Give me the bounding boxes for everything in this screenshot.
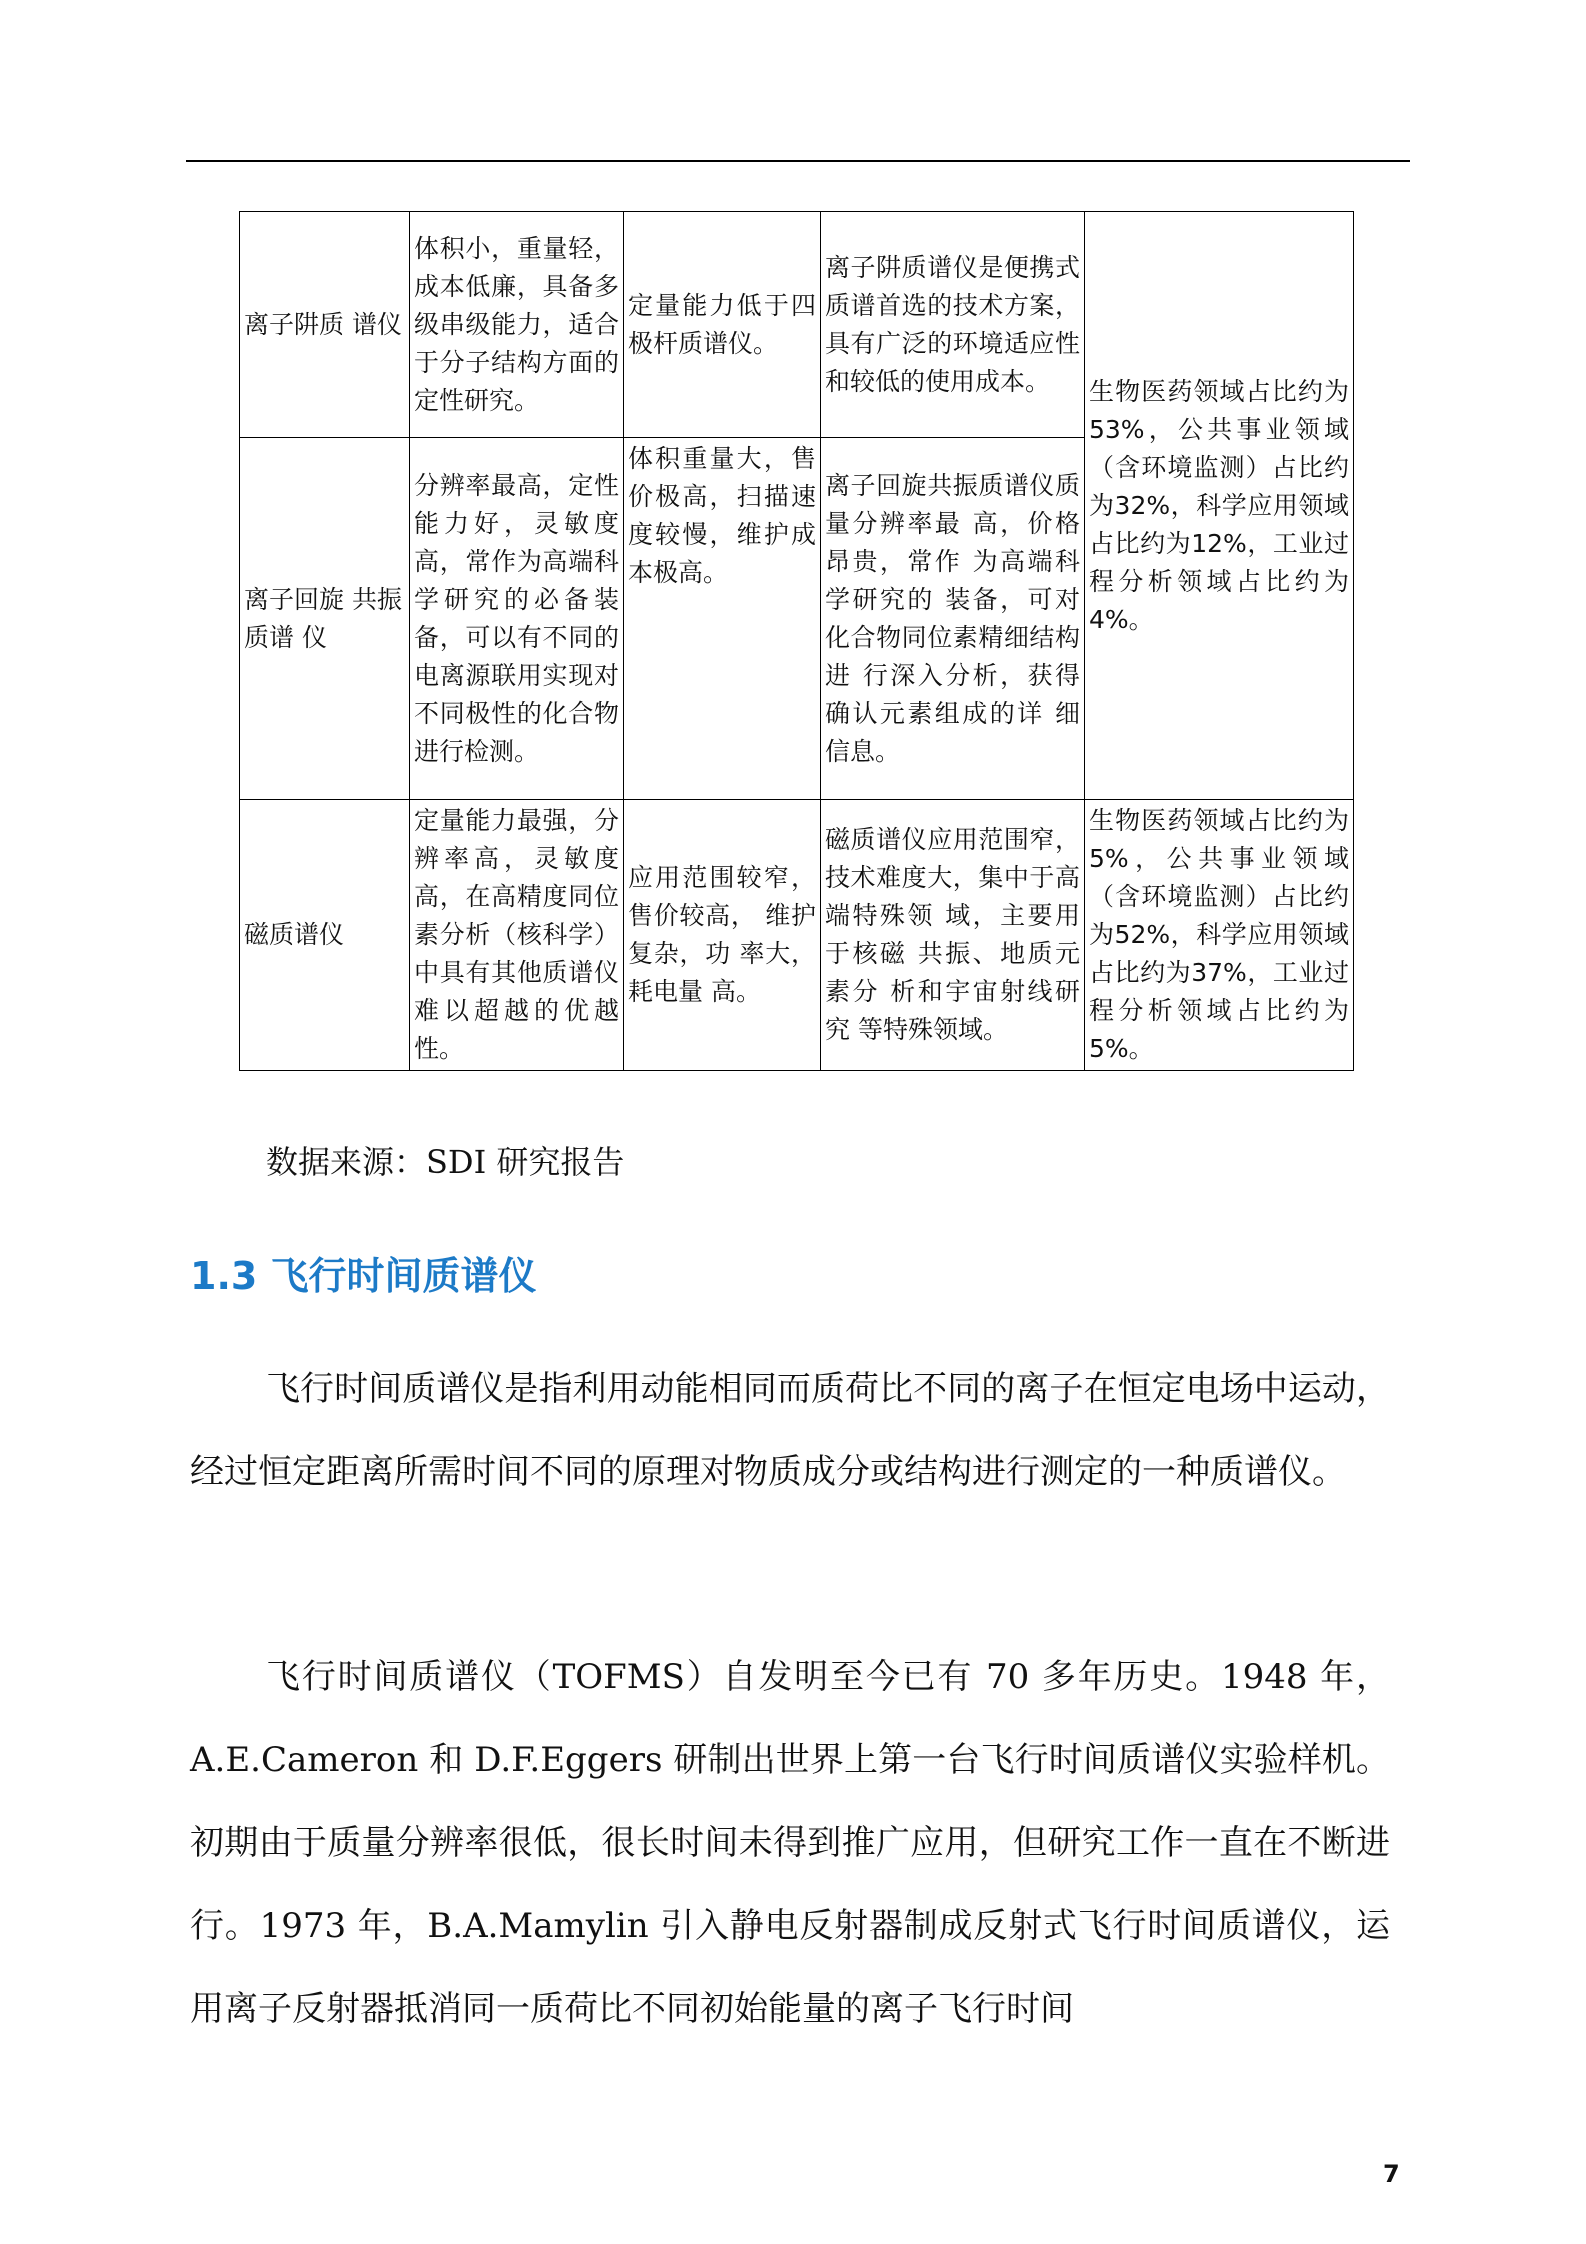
disadvantages-cell: 体积重量大，售价极高，扫描速度较慢，维护成本极高。 — [624, 438, 821, 800]
disadvantages-cell: 应用范围较窄，售价较高， 维护复杂，功 率大，耗电量 高。 — [624, 800, 821, 1071]
market-share-cell: 生物医药领域占比约为53%，公共事业领域（含环境监测）占比约为32%，科学应用领域占比约为12%，工业过程分析领域占比约为4%。 — [1085, 212, 1354, 800]
header-rule — [186, 160, 1410, 162]
table-row — [240, 800, 1354, 1071]
data-source-note: 数据来源：SDI 研究报告 — [266, 1143, 625, 1181]
table-row — [240, 212, 1354, 438]
comparison-table — [239, 211, 1354, 1071]
section-heading: 1.3 飞行时间质谱仪 — [190, 1254, 537, 1298]
advantages-cell: 体积小，重量轻，成本低廉，具备多级串级能力，适合于分子结构方面的定性研究。 — [410, 212, 624, 438]
instrument-name-cell: 磁质谱仪 — [240, 800, 410, 1071]
advantages-cell: 分辨率最高，定性能力好，灵敏度高，常作为高端科学研究的必备装备，可以有不同的电离源联用实现对不同极性的化合物进行检测。 — [410, 438, 624, 800]
body-paragraph: 飞行时间质谱仪是指利用动能相同而质荷比不同的离子在恒定电场中运动，经过恒定距离所需时间不同的原理对物质成分或结构进行测定的一种质谱仪。 — [190, 1369, 1390, 1492]
market-share-cell: 生物医药领域占比约为5%，公共事业领域（含环境监测）占比约为52%，科学应用领域占比约为37%，工业过程分析领域占比约为5%。 — [1085, 800, 1354, 1071]
application-cell: 磁质谱仪应用范围窄，技术难度大，集中于高端特殊领 域，主要用于核磁 共振、地质元素分 析和宇宙射线研究 等特殊领域。 — [821, 800, 1085, 1071]
body-paragraph: 飞行时间质谱仪（TOFMS）自发明至今已有 70 多年历史。1948 年，A.E.Cameron 和 D.F.Eggers 研制出世界上第一台飞行时间质谱仪实验样机。初期由于质量分辨率很低，很长时间未得到推广应用，但研究工作一直在不断进行。1973 年，B.A.Mamylin 引入静电反射器制成反射式飞行时间质谱仪，运用离子反射器抵消同一质荷比不同初始能量的离子飞行时间 — [190, 1657, 1390, 2029]
application-cell: 离子回旋共振质谱仪质量分辨率最 高，价格昂贵，常作 为高端科学研究的 装备，可对化合物同位素精细结构进 行深入分析，获得 确认元素组成的详 细信息。 — [821, 438, 1085, 800]
disadvantages-cell: 定量能力低于四极杆质谱仪。 — [624, 212, 821, 438]
advantages-cell: 定量能力最强，分辨率高，灵敏度高，在高精度同位素分析（核科学）中具有其他质谱仪难以超越的优越性。 — [410, 800, 624, 1071]
page-number: 7 — [1383, 2160, 1400, 2188]
instrument-name-cell: 离子回旋 共振质谱 仪 — [240, 438, 410, 800]
application-cell: 离子阱质谱仪是便携式质谱首选的技术方案，具有广泛的环境适应性和较低的使用成本。 — [821, 212, 1085, 438]
instrument-name-cell: 离子阱质 谱仪 — [240, 212, 410, 438]
